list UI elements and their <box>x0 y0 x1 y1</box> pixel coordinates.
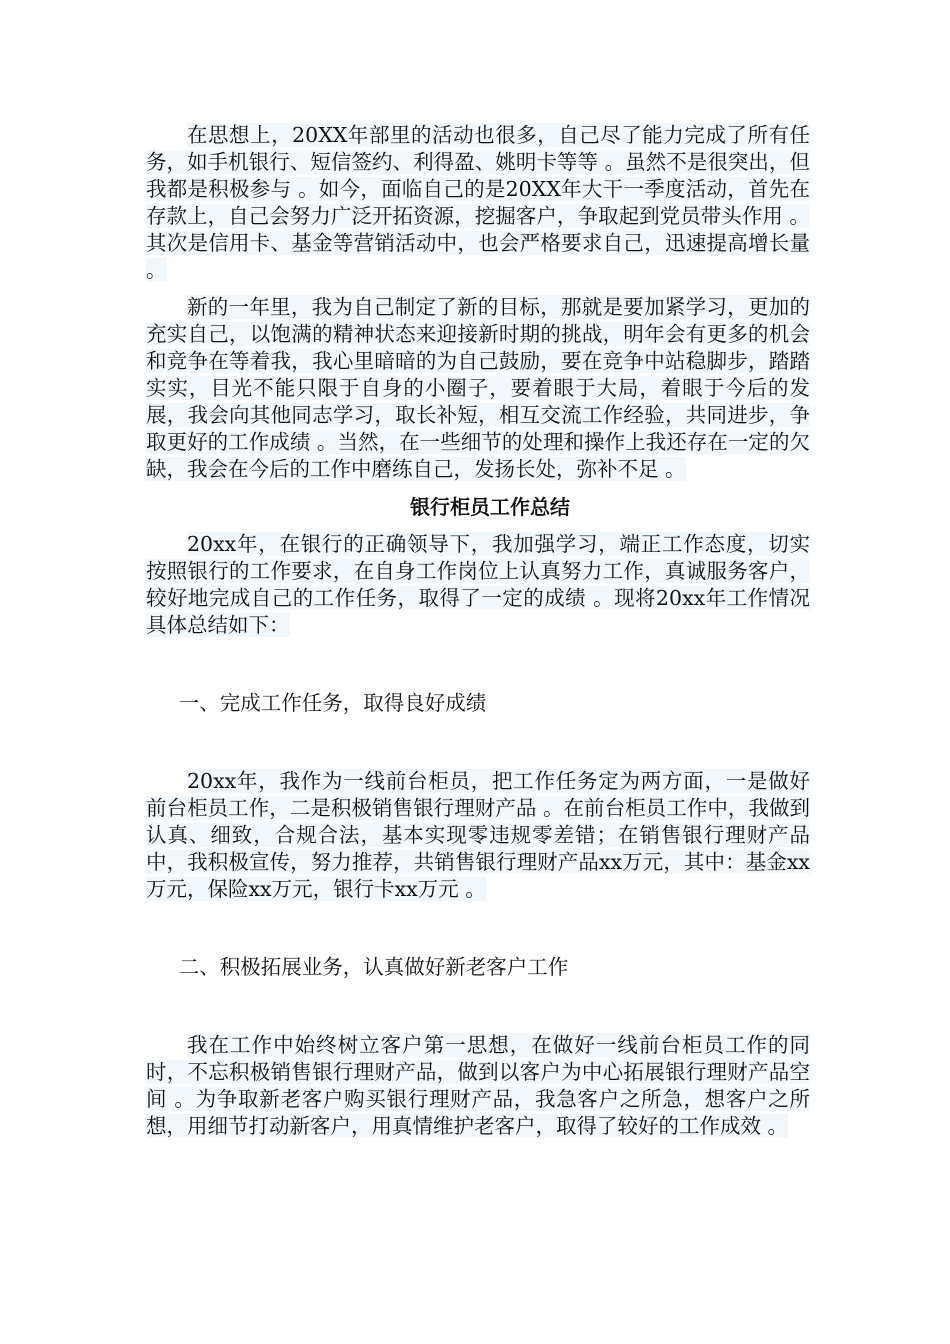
paragraph-new-year <box>146 294 810 483</box>
paragraph-section-1-text: 20xx年，我作为一线前台柜员，把工作任务定为两方面，一是做好前台柜员工作，二是积极销售银行理财产品 。在前台柜员工作中，我做到认真、细致，合规合法，基本实现零违规零差错；在销售银行理财产品中，我积极宣传，努力推荐，共销售银行理财产品xx万元，其中：基金xx万元，保险xx万元，银行卡xx万元 。 <box>146 769 810 901</box>
paragraph-new-year-text: 新的一年里，我为自己制定了新的目标，那就是要加紧学习，更加的充实自己，以饱满的精神状态来迎接新时期的挑战，明年会有更多的机会和竞争在等着我，我心里暗暗的为自己鼓励，要在竞争中站稳脚步，踏踏实实，目光不能只限于自身的小圈子，要着眼于大局，着眼于今后的发展，我会向其他同志学习，取长补短，相互交流工作经验，共同进步，争取更好的工作成绩 。当然，在一些细节的处理和操作上我还存在一定的欠缺，我会在今后的工作中磨练自己，发扬长处，弥补不足 。 <box>146 295 810 481</box>
paragraph-section-2-text: 我在工作中始终树立客户第一思想，在做好一线前台柜员工作的同时，不忘积极销售银行理财产品，做到以客户为中心拓展银行理财产品空间 。为争取新老客户购买银行理财产品，我急客户之所急，想客户之所想，用细节打动新客户，用真情维护老客户，取得了较好的工作成效 。 <box>146 1033 810 1138</box>
paragraph-thinking-text: 在思想上，20XX年部里的活动也很多，自己尽了能力完成了所有任务，如手机银行、短信签约、利得盈、姚明卡等等 。虽然不是很突出，但我都是积极参与 。如今，面临自己的是20XX年大干一季度活动，首先在存款上，自己会努力广泛开拓资源，挖掘客户，争取起到党员带头作用 。其次是信用卡、基金等营销活动中，也会严格要求自己，迅速提高增长量 。 <box>146 123 810 282</box>
paragraph-intro <box>146 531 810 639</box>
section-heading-1: 一、完成工作任务，取得良好成绩 <box>178 691 487 715</box>
paragraph-section-1 <box>146 768 810 903</box>
document-title: 银行柜员工作总结 <box>410 495 570 519</box>
paragraph-thinking <box>146 122 810 284</box>
section-heading-2: 二、积极拓展业务，认真做好新老客户工作 <box>178 955 569 979</box>
paragraph-section-2 <box>146 1032 810 1140</box>
document-page <box>146 122 810 1140</box>
paragraph-intro-text: 20xx年，在银行的正确领导下，我加强学习，端正工作态度，切实按照银行的工作要求，在自身工作岗位上认真努力工作，真诚服务客户，较好地完成自己的工作任务，取得了一定的成绩 。现将20xx年工作情况具体总结如下： <box>146 532 810 637</box>
